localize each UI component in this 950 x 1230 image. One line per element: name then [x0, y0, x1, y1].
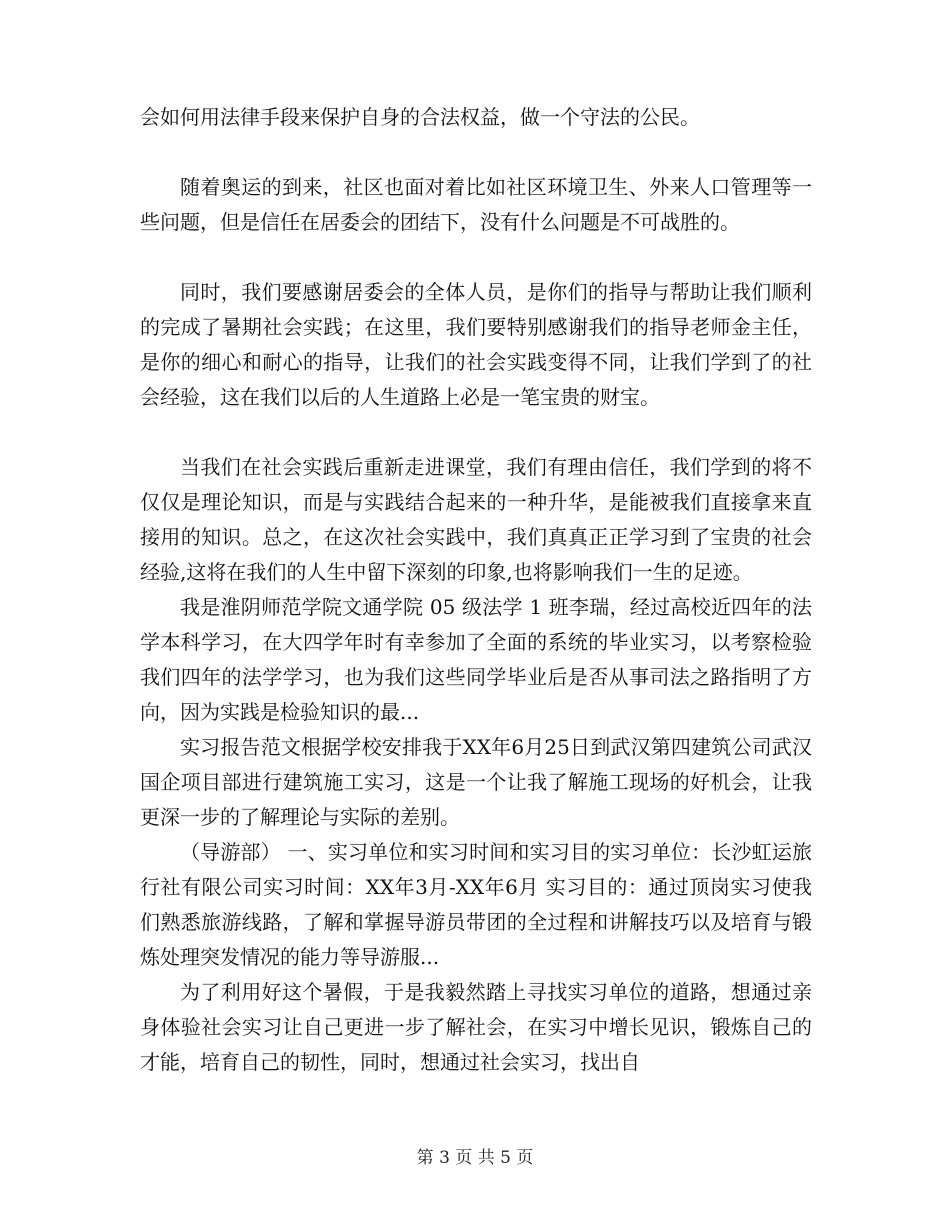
paragraph: 当我们在社会实践后重新走进课堂，我们有理由信任，我们学到的将不仅仅是理论知识，而是与实践结合起来的一种升华，是能被我们直接拿来直接用的知识。总之，在这次社会实践中，我们真真正正学习到了宝贵的社会经验,这将在我们的人生中留下深刻的印象,也将影响我们一生的足迹。 — [140, 455, 812, 584]
document-body — [140, 100, 812, 1080]
paragraph: 随着奥运的到来，社区也面对着比如社区环境卫生、外来人口管理等一些问题，但是信任在居委会的团结下，没有什么问题是不可战胜的。 — [140, 175, 812, 234]
paragraph-gap — [140, 240, 812, 275]
paragraph: 同时，我们要感谢居委会的全体人员，是你们的指导与帮助让我们顺利的完成了暑期社会实践；在这里，我们要特别感谢我们的指导老师金主任，是你的细心和耐心的指导，让我们的社会实践变得不同，让我们学到了的社会经验，这在我们以后的人生道路上必是一笔宝贵的财宝。 — [140, 280, 812, 409]
paragraph-gap — [140, 135, 812, 170]
paragraph: 为了利用好这个暑假，于是我毅然踏上寻找实习单位的道路，想通过亲身体验社会实习让自己更进一步了解社会，在实习中增长见识，锻炼自己的才能，培育自己的韧性，同时，想通过社会实习，找出自 — [140, 980, 812, 1074]
paragraph: （导游部） 一、实习单位和实习时间和实习目的实习单位：长沙虹运旅行社有限公司实习时间：XX年3月-XX年6月 实习目的：通过顶岗实习使我们熟悉旅游线路，了解和掌握导游员带团的全过程和讲解技巧以及培育与锻炼处理突发情况的能力等导游服... — [140, 840, 812, 969]
paragraph: 我是淮阴师范学院文通学院 05 级法学 1 班李瑞，经过高校近四年的法学本科学习，在大四学年时有幸参加了全面的系统的毕业实习，以考察检验我们四年的法学学习，也为我们这些同学毕业后是否从事司法之路指明了方向，因为实践是检验知识的最... — [140, 595, 812, 724]
paragraph-gap — [140, 415, 812, 450]
page-number-footer: 第 3 页 共 5 页 — [416, 1148, 534, 1168]
paragraph: 实习报告范文根据学校安排我于XX年6月25日到武汉第四建筑公司武汉国企项目部进行建筑施工实习，这是一个让我了解施工现场的好机会，让我更深一步的了解理论与实际的差别。 — [140, 735, 812, 829]
paragraph: 会如何用法律手段来保护自身的合法权益，做一个守法的公民。 — [140, 105, 700, 129]
